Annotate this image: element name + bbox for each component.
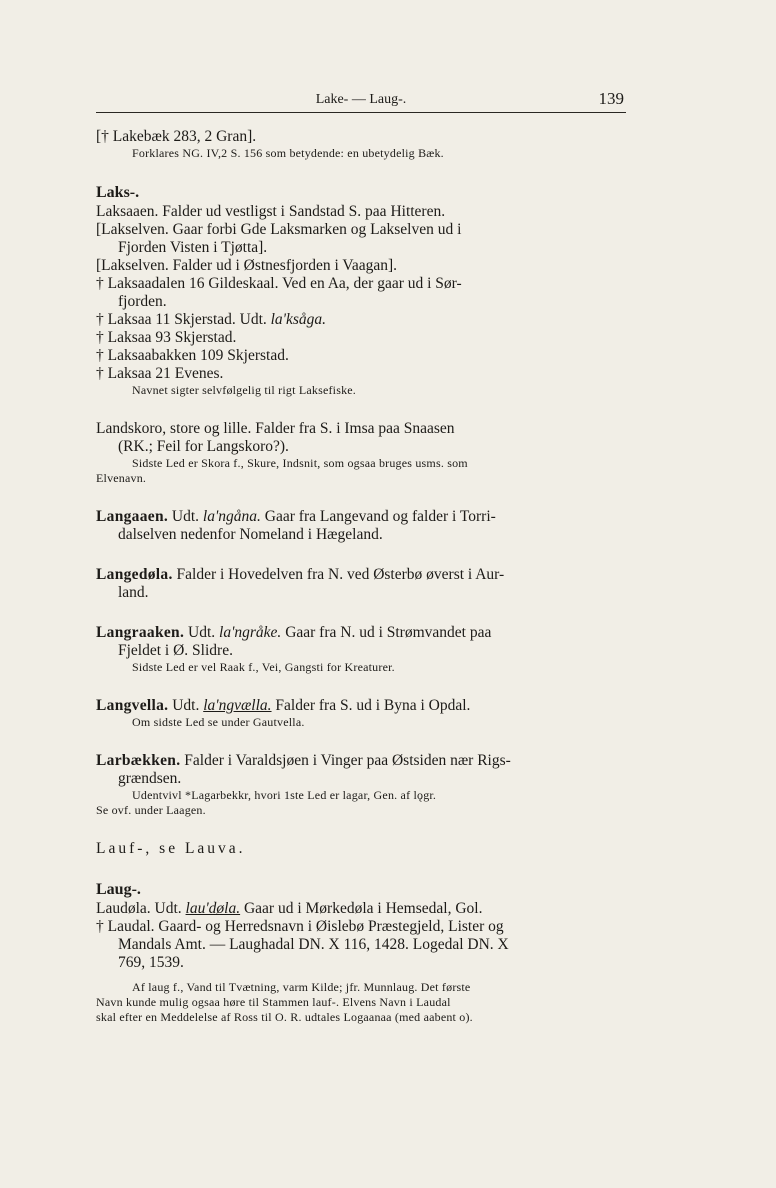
note-laks: Navnet sigter selvfølgelig til rigt Laksefiske.: [132, 383, 357, 397]
entry-line: dalselven nedenfor Nomeland i Hægeland.: [118, 526, 383, 543]
entry-text: Falder i Hovedelven fra N. ved Østerbø øverst i Aur-: [172, 566, 505, 583]
entry-line: grændsen.: [118, 770, 182, 787]
note-laug: Af laug f., Vand til Tvætning, varm Kilde; jfr. Munnlaug. Det første: [132, 980, 471, 994]
headword: Langvella.: [96, 697, 169, 714]
entry-laudal: [96, 918, 628, 972]
entry-text: Gaar ud i Mørkedøla i Hemsedal, Gol.: [240, 900, 483, 917]
entry-larbaekken: [96, 752, 628, 788]
entry-text: Falder i Varaldsjøen i Vinger paa Østsiden nær Rigs-: [180, 752, 511, 769]
pronunciation: la'ksåga.: [270, 311, 327, 328]
entry-line: [96, 311, 628, 329]
entry-line: † Laksaa 93 Skjerstad.: [96, 329, 237, 346]
entry-line: (RK.; Feil for Langskoro?).: [118, 438, 289, 455]
entry-laksaaen: [96, 203, 628, 221]
headword: Langedøla.: [96, 566, 173, 583]
entry-line: Fjorden Visten i Tjøtta].: [118, 239, 268, 256]
entry-line: Mandals Amt. — Laughadal DN. X 116, 1428. Logedal DN. X: [118, 936, 509, 953]
headword: Larbækken.: [96, 752, 181, 769]
entry-laksaadalen: [96, 275, 628, 311]
entry-text: Falder fra S. ud i Byna i Opdal.: [271, 697, 471, 714]
note-langvella: Om sidste Led se under Gautvella.: [132, 715, 305, 729]
entry-line: † Laudal. Gaard- og Herredsnavn i Øislebø Præstegjeld, Lister og: [96, 918, 504, 935]
entry-line: [96, 508, 628, 526]
headword: Langaaen.: [96, 508, 169, 525]
headword: Langraaken.: [96, 624, 185, 641]
entry-text: Laudøla. Udt.: [96, 900, 186, 917]
entry-line: Lauf-, se Lauva.: [96, 840, 246, 857]
note-larbaekken: Udentvivl *Lagarbekkr, hvori 1ste Led er lagar, Gen. af lǫgr.: [132, 788, 437, 802]
note-larbaekken-cont: Se ovf. under Laagen.: [96, 803, 206, 817]
entry-text: Udt.: [168, 697, 204, 714]
entry-line: [96, 900, 628, 918]
entry-laksaa-93: [96, 329, 628, 347]
page-header: [96, 88, 626, 112]
entry-line: † Laksaadalen 16 Gildeskaal. Ved en Aa, der gaar ud i Sør-: [96, 275, 462, 292]
pronunciation: la'ngvælla.: [203, 697, 272, 714]
entry-text: Udt.: [168, 508, 203, 525]
entry-line: † Laksaa 21 Evenes.: [96, 365, 224, 382]
header-rule: [96, 112, 626, 113]
note-landskoro: Sidste Led er Skora f., Skure, Indsnit, som ogsaa bruges usms. som: [132, 456, 468, 470]
entry-text: Udt.: [184, 624, 220, 641]
entry-landskoro: [96, 420, 628, 456]
entry-line: 769, 1539.: [118, 954, 184, 971]
page-number: 139: [598, 89, 624, 108]
entry-laksaa-21: [96, 365, 628, 383]
pronunciation: lau'døla.: [185, 900, 241, 917]
entry-line: [96, 624, 628, 642]
note-langraaken: Sidste Led er vel Raak f., Vei, Gangsti for Kreaturer.: [132, 660, 395, 674]
entry-line: [† Lakebæk 283, 2 Gran].: [96, 128, 257, 145]
note-landskoro-cont: Elvenavn.: [96, 471, 147, 485]
entry-line: Landskoro, store og lille. Falder fra S. i Imsa paa Snaasen: [96, 420, 455, 437]
section-heading-laug: Laug-.: [96, 881, 141, 898]
entry-laksaa-11: [96, 311, 628, 329]
section-heading-laks: Laks-.: [96, 184, 140, 201]
entry-langaaen: [96, 508, 628, 544]
entry-langedola: [96, 566, 628, 602]
entry-line: Fjeldet i Ø. Slidre.: [118, 642, 233, 659]
entry-line: [96, 752, 628, 770]
note-laug-cont: Navn kunde mulig ogsaa høre til Stammen lauf-. Elvens Navn i Laudal: [96, 995, 451, 1009]
note-laug-cont: skal efter en Meddelelse af Ross til O. R. udtales Logaanaa (med aabent o).: [96, 1010, 473, 1024]
pronunciation: la'ngråke.: [219, 624, 282, 641]
entry-langvella: [96, 697, 628, 715]
entry-text: Gaar fra Langevand og falder i Torri-: [260, 508, 496, 525]
entry-line: fjorden.: [118, 293, 167, 310]
entry-line: land.: [118, 584, 149, 601]
entry-line: [Lakselven. Falder ud i Østnesfjorden i Vaagan].: [96, 257, 398, 274]
entry-lakselven-vaagan: [96, 257, 628, 275]
entry-laudola: [96, 900, 628, 918]
entry-lauf: [96, 840, 628, 858]
entry-line: [96, 566, 628, 584]
entry-line: Laksaaen. Falder ud vestligst i Sandstad S. paa Hitteren.: [96, 203, 446, 220]
entry-lakebaek: [96, 128, 628, 146]
entry-text: Gaar fra N. ud i Strømvandet paa: [281, 624, 492, 641]
entry-langraaken: [96, 624, 628, 660]
entry-line: [96, 697, 628, 715]
running-title: Lake- — Laug-.: [315, 92, 407, 107]
page-body: [96, 128, 628, 1025]
note-lakebaek: Forklares NG. IV,2 S. 156 som betydende: en ubetydelig Bæk.: [132, 146, 444, 160]
entry-lakselven-tjotta: [96, 221, 628, 257]
entry-line: [Lakselven. Gaar forbi Gde Laksmarken og Lakselven ud i: [96, 221, 462, 238]
pronunciation: la'ngåna.: [202, 508, 261, 525]
entry-laksaabakken: [96, 347, 628, 365]
entry-line: † Laksaabakken 109 Skjerstad.: [96, 347, 289, 364]
entry-text: † Laksaa 11 Skjerstad. Udt.: [96, 311, 271, 328]
